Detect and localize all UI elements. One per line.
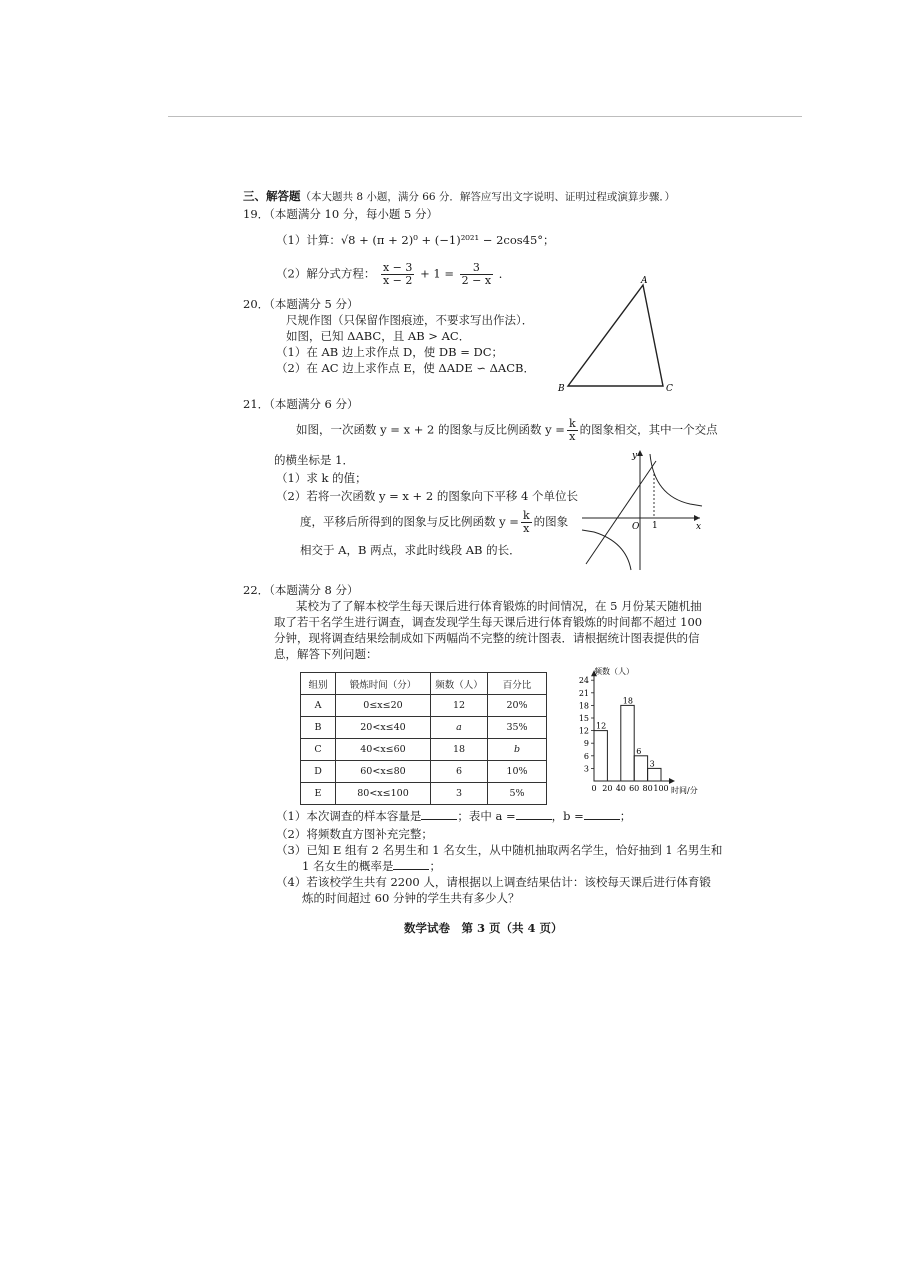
q19-header: 19．（本题满分 10 分，每小题 5 分） xyxy=(243,207,438,221)
sample-size-blank[interactable] xyxy=(421,808,457,820)
q20-line3: （1）在 AB 边上求作点 D，使 DB = DC； xyxy=(276,345,504,359)
histogram-bar-label: 3 xyxy=(649,759,655,769)
q21-line1: 如图，一次函数 y = x + 2 的图象与反比例函数 y = $\frac{k}{x}$ 的图象相交，其中一个交点 xyxy=(296,417,718,443)
q21-fraction-k-over-x-2: $\frac{k}{x}$ xyxy=(522,509,530,535)
q19-part2-middle: + 1 = xyxy=(420,266,454,281)
y-axis-label: y xyxy=(632,451,638,461)
table-cell: 60<x≤80 xyxy=(336,761,431,783)
q21-header: 21．（本题满分 6 分） xyxy=(243,397,359,411)
histogram-bar-label: 12 xyxy=(596,721,607,731)
x-tick-label: 20 xyxy=(602,784,613,793)
q22-header: 22．（本题满分 8 分） xyxy=(243,583,359,597)
q22-para-1: 某校为了了解本校学生每天课后进行体育锻炼的时间情况，在 5 月份某天随机抽 xyxy=(296,599,702,613)
table-cell: 35% xyxy=(488,717,547,739)
q21-line5: 度，平移后所得到的图象与反比例函数 y = $\frac{k}{x}$ 的图象 xyxy=(300,509,569,535)
q20-header: 20．（本题满分 5 分） xyxy=(243,297,359,311)
x-tick-label: 40 xyxy=(615,784,626,793)
table-cell: A xyxy=(301,695,336,717)
q22-sub2: （2）将频数直方图补充完整； xyxy=(276,827,433,841)
table-cell: 0≤x≤20 xyxy=(336,695,431,717)
table-cell: 5% xyxy=(488,783,547,805)
table-row xyxy=(301,695,547,717)
vertex-c-label: C xyxy=(666,384,673,394)
table-cell: E xyxy=(301,783,336,805)
q21-line4: （2）若将一次函数 y = x + 2 的图象向下平移 4 个单位长 xyxy=(276,489,578,503)
q21-line3: （1）求 k 的值； xyxy=(276,471,367,485)
table-row xyxy=(301,783,547,805)
q19-fraction-2: $\frac{3}{2 - x}$ xyxy=(461,261,492,287)
x-tick-label: 60 xyxy=(629,784,640,793)
header-rule xyxy=(168,116,802,117)
triangle-abc xyxy=(568,285,663,386)
histogram-bar-label: 18 xyxy=(622,696,633,706)
table-cell: 18 xyxy=(431,739,488,761)
table-cell: 6 xyxy=(431,761,488,783)
q22-sub4-line2: 炼的时间超过 60 分钟的学生共有多少人？ xyxy=(302,891,520,905)
hyperbola-branch-1 xyxy=(650,454,702,506)
table-cell: 40<x≤60 xyxy=(336,739,431,761)
table-row xyxy=(301,761,547,783)
q19-fraction-1: $\frac{x - 3}{x - 2}$ xyxy=(382,261,413,287)
table-cell: 3 xyxy=(431,783,488,805)
x-axis-arrow xyxy=(694,515,700,521)
q20-line1: 尺规作图（只保留作图痕迹，不要求写出作法）． xyxy=(286,313,534,327)
y-tick-label: 21 xyxy=(578,688,589,698)
frequency-histogram xyxy=(568,660,718,800)
origin-label: O xyxy=(632,522,640,532)
tick-one-label: 1 xyxy=(652,521,658,531)
q19-part1-label: （1）计算： xyxy=(276,233,341,247)
x-tick-label: 0 xyxy=(591,784,597,793)
table-cell: a xyxy=(431,717,488,739)
table-cell: 10% xyxy=(488,761,547,783)
section-heading xyxy=(243,188,675,205)
table-row xyxy=(301,739,547,761)
x-tick-label: 100 xyxy=(653,784,669,793)
table-cell: 20<x≤40 xyxy=(336,717,431,739)
q19-part1 xyxy=(276,232,555,248)
y-tick-label: 24 xyxy=(578,676,589,686)
q20-line4: （2）在 AC 边上求作点 E，使 ΔADE ∽ ΔACB． xyxy=(276,361,535,375)
vertex-b-label: B xyxy=(558,384,565,394)
y-tick-label: 3 xyxy=(583,764,589,774)
q20-line2: 如图，已知 ΔABC，且 AB > AC． xyxy=(286,329,471,343)
histogram-bar xyxy=(634,756,647,781)
q19-part2: （2）解分式方程： $\frac{x - 3}{x - 2}$ + 1 = $\frac{3}{2 - x}$ ． xyxy=(276,261,511,287)
histogram-bar-label: 6 xyxy=(636,746,642,756)
table-cell: 20% xyxy=(488,695,547,717)
table-cell: B xyxy=(301,717,336,739)
vertex-a-label: A xyxy=(641,276,648,286)
table-row xyxy=(301,717,547,739)
table-cell: b xyxy=(488,739,547,761)
function-graph xyxy=(578,446,706,572)
histogram-bar xyxy=(621,705,634,781)
value-b-blank[interactable] xyxy=(584,808,620,820)
q21-line2: 的横坐标是 1． xyxy=(274,453,354,467)
q21-line6: 相交于 A，B 两点，求此时线段 AB 的长． xyxy=(300,543,521,557)
histogram-bar xyxy=(648,768,661,781)
value-a-blank[interactable] xyxy=(516,808,552,820)
q21-fraction-k-over-x: $\frac{k}{x}$ xyxy=(568,417,576,443)
q22-sub1: （1）本次调查的样本容量是 ；表中 a = ，b = ； xyxy=(276,809,632,823)
y-tick-label: 12 xyxy=(578,726,589,736)
q22-para-3: 分钟，现将调查结果绘制成如下两幅尚不完整的统计图表．请根据统计图表提供的信 xyxy=(274,631,700,645)
table-header-cell: 频数（人） xyxy=(431,673,488,695)
q22-para-4: 息，解答下列问题： xyxy=(274,647,378,661)
histogram-bar xyxy=(594,731,607,781)
q22-sub3-line2: 1 名女生的概率是 ； xyxy=(302,859,441,873)
table-header-cell: 锻炼时间（分） xyxy=(336,673,431,695)
q19-part2-label: （2）解分式方程： xyxy=(276,266,376,281)
histogram-x-arrow xyxy=(669,778,675,784)
frequency-table xyxy=(300,672,547,805)
probability-blank[interactable] xyxy=(393,858,429,870)
y-tick-label: 6 xyxy=(583,751,589,761)
x-tick-label: 80 xyxy=(642,784,653,793)
y-tick-label: 18 xyxy=(578,701,589,711)
q22-sub3-line1: （3）已知 E 组有 2 名男生和 1 名女生，从中随机抽取两名学生，恰好抽到 1 名男生和 xyxy=(276,843,723,857)
y-axis-arrow xyxy=(637,450,643,456)
table-cell: 80<x≤100 xyxy=(336,783,431,805)
table-header-cell: 百分比 xyxy=(488,673,547,695)
table-cell: D xyxy=(301,761,336,783)
table-header-row xyxy=(301,673,547,695)
histogram-y-label: 频数（人） xyxy=(594,667,634,676)
table-header-cell: 组别 xyxy=(301,673,336,695)
y-tick-label: 9 xyxy=(583,739,589,749)
q22-para-2: 取了若干名学生进行调查，调查发现学生每天课后进行体育锻炼的时间都不超过 100 xyxy=(274,615,703,629)
x-axis-label: x xyxy=(696,522,702,532)
section-note: （本大题共 8 小题，满分 66 分．解答应写出文字说明、证明过程或演算步骤．） xyxy=(300,191,676,203)
hyperbola-branch-2 xyxy=(582,530,631,570)
y-tick-label: 15 xyxy=(578,714,589,723)
table-cell: 12 xyxy=(431,695,488,717)
q19-part1-expression: √8 + (π + 2)⁰ + (−1)²⁰²¹ − 2cos45°； xyxy=(340,233,555,247)
q22-sub4-line1: （4）若该校学生共有 2200 人，请根据以上调查结果估计：该校每天课后进行体育锻 xyxy=(276,875,711,889)
page-footer: 数学试卷 第 3 页（共 4 页） xyxy=(404,921,563,935)
triangle-figure xyxy=(555,272,685,397)
histogram-x-label: 时间/分 xyxy=(671,786,698,795)
section-title: 三、解答题 xyxy=(243,189,301,203)
table-cell: C xyxy=(301,739,336,761)
